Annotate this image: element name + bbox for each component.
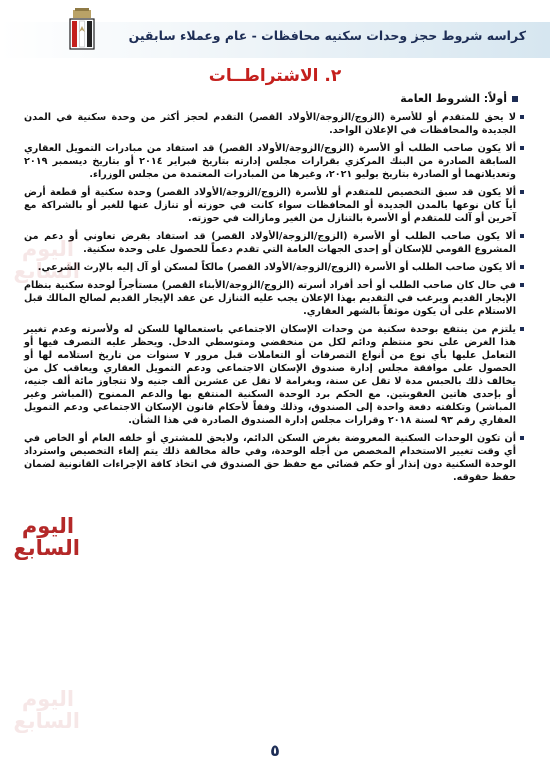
bullet-icon (520, 146, 524, 150)
page-header (0, 0, 550, 62)
condition-text: في حال كان صاحب الطلب أو أحد أفراد أسرته (الزوج/الزوجة/الأبناء القصر) مستأجراً لوحدة سكنية بنظام الإيجار القديم ويرغب في التقديم بهذا الإعلان يجب عليه التنازل عن عقد الإيجار القديم لصالح المالك قبل الاستلام على أن يكون موثقاً بالشهر العقاري. (24, 280, 516, 317)
bullet-icon (520, 115, 524, 119)
condition-item (24, 432, 524, 484)
condition-item (24, 323, 524, 427)
condition-text: ألا يكون صاحب الطلب أو الأسرة (الزوج/الزوجة/الأولاد القصر) مالكاً لمسكن أو آل إليه بالإرث الشرعي. (37, 262, 516, 273)
condition-text: ألا يكون صاحب الطلب أو الأسرة (الزوج/الزوجة/الأولاد القصر) قد استفاد بقرض تعاوني أو دعم من المشروع القومي للإسكان أو إحدى الجهات العامة التي تقدم دعماً للحصول على وحدة سكنية. (24, 231, 516, 255)
conditions-list (24, 111, 524, 489)
bullet-icon (520, 436, 524, 440)
general-conditions-label: أولاً: الشروط العامة (400, 92, 507, 105)
condition-item (24, 279, 524, 318)
condition-text: ألا يكون صاحب الطلب أو الأسرة (الزوج/الزوجة/الأولاد القصر) قد استفاد من مبادرات التمويل العقاري السابقة الصادرة من البنك المركزي بقرارات مجلس إدارته بتاريخ فبراير ٢٠١٤ أو بتاريخ ديسمبر ٢٠١٩ وتعديلاتهما أو الصادرة بتاريخ يوليو ٢٠٢١، وغيرها من المبادرات المعتمدة من مجلس الوزراء. (24, 143, 516, 180)
condition-text: لا يحق للمتقدم أو للأسرة (الزوج/الزوجة/الأولاد القصر) التقدم لحجز أكثر من وحدة سكنية في المدن الجديدة والمحافظات في الإعلان الواحد. (24, 112, 516, 136)
condition-text: أن تكون الوحدات السكنية المعروضة بغرض السكن الدائم، ولايحق للمشتري أو خلفه العام أو الخاص في أي وقت تغيير الاستخدام المخصص من أجله الوحدة، وفي حالة مخالفة ذلك يتم إلغاء التخصيص واسترداد الوحدة السكنية دون إنذار أو حكم قضائي مع حفظ حق الصندوق في اتخاذ كافة الإجراءات القانونية لضمان حفظ حقوقه. (24, 433, 516, 483)
condition-text: يلتزم من ينتفع بوحدة سكنية من وحدات الإسكان الاجتماعي باستعمالها للسكن له ولأسرته وعدم تغيير هذا الغرض على نحو منتظم ودائم لكل من منخفضي ومتوسطي الدخل. ويحظر عليه التصرف فيها أو التعامل عليها بأي نوع من أنواع التصرفات أو التعاملات قبل مرور ٧ سنوات من تاريخ استلامه لها أو الحصول على موافقة مجلس إدارة صندوق الإسكان الاجتماعي ودعم التمويل العقاري ويعاقب كل من يخالف ذلك بالحبس مدة لا تقل عن سنة، وبغرامة لا تقل عن عشرين ألف جنيه ولا تتجاوز مائة ألف جنيه، أو بإحدى هاتين العقوبتين. مع الحكم برد الوحدة السكنية المنتفع بها والدعم الممنوح (المباشر وغير المباشر) وتكلفته دفعة واحدة إلى الصندوق، وذلك وفقاً لأحكام قانون الإسكان الاجتماعي ودعم التمويل العقاري رقم ٩٣ لسنة ٢٠١٨ وقرارات مجلس إدارة الصندوق الصادرة في هذا الشأن. (24, 324, 517, 426)
bullet-icon (520, 234, 524, 238)
watermark-word-1: اليوم (21, 237, 75, 261)
condition-text: ألا يكون قد سبق التخصيص للمتقدم أو للأسرة (الزوج/الزوجة/الأولاد القصر) وحدة سكنية أو قطعة أرض أياً كان نوعها بالمدن الجديدة أو المحافظات سواء كانت في حوزته أو تنازل عنها للغير أو بالشراكة مع آخرين أو آلت للمتقدم أو الأسرة بالتنازل من الغير ومازالت في حوزته. (24, 187, 516, 224)
watermark-word-1: اليوم (21, 514, 75, 538)
watermark-word-1: اليوم (21, 687, 75, 711)
ministry-emblem-icon (58, 6, 106, 54)
condition-item (24, 111, 524, 137)
header-title: كراسه شروط حجز وحدات سكنيه محافظات - عام وعملاء سابقين (128, 28, 526, 43)
bullet-icon (520, 190, 524, 194)
watermark-logo (13, 514, 80, 560)
watermark-logo (13, 237, 80, 283)
condition-item (24, 186, 524, 225)
bullet-icon (520, 327, 524, 331)
condition-item (24, 230, 524, 256)
condition-item (24, 142, 524, 181)
bullet-icon (512, 96, 518, 102)
condition-item (24, 261, 524, 274)
general-conditions-heading (400, 92, 518, 105)
page-number: ٥ (270, 741, 280, 760)
watermark-word-2: السابع (13, 259, 80, 283)
section-title: ٢. الاشتراطــات (208, 66, 342, 86)
watermark-logo (13, 687, 80, 733)
watermark-word-2: السابع (13, 536, 80, 560)
bullet-icon (520, 265, 524, 269)
bullet-icon (520, 283, 524, 287)
watermark-word-2: السابع (13, 709, 80, 733)
